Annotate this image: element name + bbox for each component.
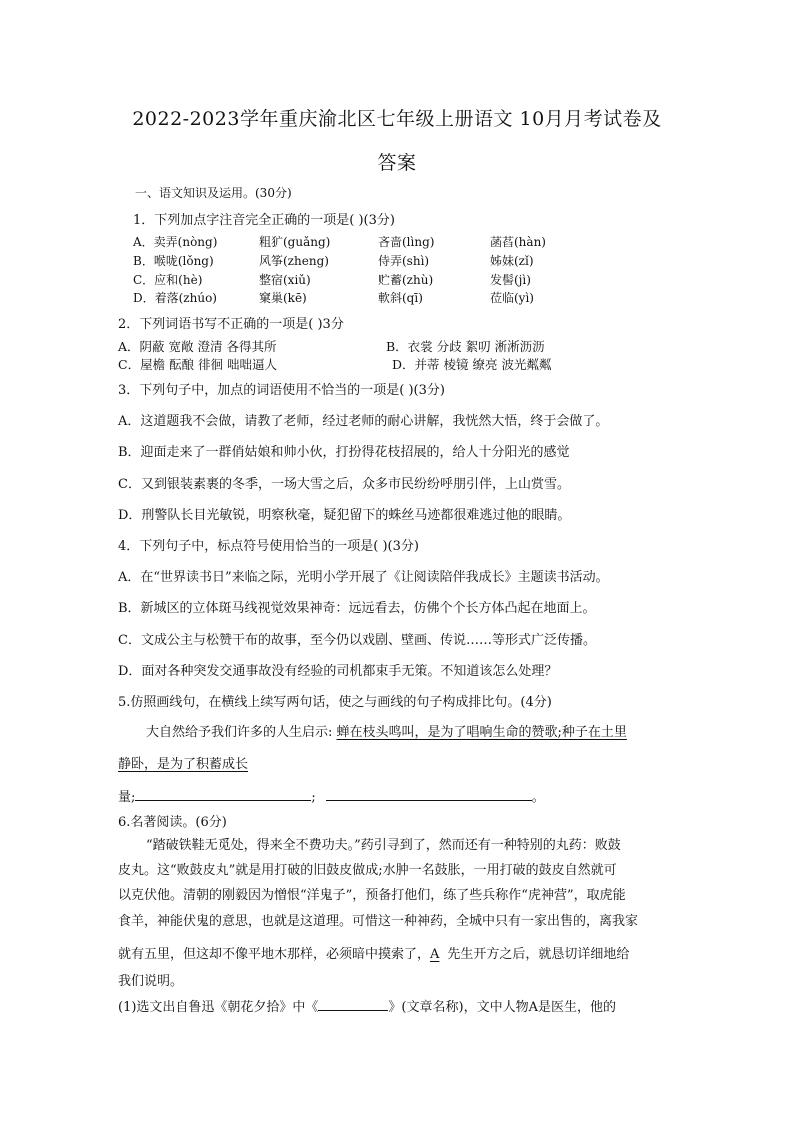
q1-option-c-2: 整宿(xiǔ): [259, 273, 311, 287]
q6-passage-line1: “踏破铁鞋无觅处，得来全不费功夫。”药引寻到了，然而还有一种特别的丸药：败鼓: [146, 838, 621, 853]
page-title-cont: 答案: [377, 152, 417, 174]
q6-passage-line5: [118, 943, 629, 962]
question-4-stem: 4．下列句子中，标点符号使用恰当的一项是( )(3分): [118, 539, 419, 554]
q2-option-a: A．阴蔽 宽敞 澄清 各得其所: [118, 339, 277, 354]
q1-option-b-4: 姊妹(zǐ): [490, 254, 534, 268]
page-title: 2022-2023学年重庆渝北区七年级上册语文 10月月考试卷及: [132, 108, 662, 130]
q3-option-d: D．刑警队长目光敏锐，明察秋毫，疑犯留下的蛛丝马迹都很难逃过他的眼睛。: [118, 508, 571, 523]
section-heading: 一、语文知识及运用。(30分): [135, 186, 292, 200]
question-1-stem: 1．下列加点字注音完全正确的一项是( )(3分): [133, 213, 395, 228]
q6-sub1-start: (1)选文出自鲁迅《朝花夕拾》中《: [118, 1000, 319, 1015]
q1-option-d-1: D．着落(zhúo): [133, 291, 217, 305]
q4-option-b: B．新城区的立体斑马线视觉效果神奇：远远看去，仿佛个个长方体凸起在地面上。: [118, 601, 596, 616]
q6-passage-line5-end: 先生开方之后，就恳切详细地给: [447, 947, 630, 962]
q6-passage-line5-start: 就有五里，但这却不像平地木那样，必须暗中摸索了，: [118, 947, 431, 962]
q3-option-a: A．这道题我不会做，请教了老师，经过老师的耐心讲解，我恍然大悟，终于会做了。: [118, 414, 609, 429]
q1-option-a-1: A．卖弄(nòng): [133, 235, 218, 249]
q1-option-b-3: 侍弄(shì): [378, 254, 430, 268]
q2-option-b: B．衣裳 分歧 絮叨 淅淅沥沥: [386, 339, 545, 354]
q3-option-c: C．又到银装素裹的冬季，一场大雪之后，众多市民纷纷呼朋引伴，上山赏雪。: [118, 477, 570, 492]
q6-passage-line6: 我们说明。: [118, 974, 184, 989]
q6-subquestion-1: [118, 996, 616, 1015]
q1-option-c-3: 贮蓄(zhù): [378, 273, 434, 287]
q6-sub1-blank[interactable]: [318, 998, 388, 1011]
q5-prompt-line1: [146, 721, 627, 740]
q6-person-a-mark: A: [430, 947, 440, 962]
q5-answer-end: 。: [531, 790, 545, 805]
q5-underlined-part2: 静卧，是为了积蓄成长: [118, 757, 249, 772]
q5-answer-line: [118, 786, 545, 805]
q1-option-d-3: 軟斜(qī): [378, 291, 423, 305]
q5-lead: 大自然给予我们许多的人生启示:: [146, 725, 337, 740]
q1-option-d-4: 莅临(yì): [490, 291, 534, 305]
q4-option-d: D．面对各种突发交通事故没有经验的司机都束手无策。不知道该怎么处理？: [118, 664, 558, 679]
q1-option-c-4: 发髻(jì): [490, 273, 531, 287]
q1-option-b-1: B．喉咙(lǒng): [133, 254, 214, 268]
question-2-stem: 2．下列词语书写不正确的一项是( )3分: [118, 317, 344, 332]
q6-passage-line2: 皮丸。这“败鼓皮丸”就是用打破的旧鼓皮做成;水肿一名鼓胀，一用打破的鼓皮自然就可: [118, 863, 617, 878]
question-6-stem: 6.名著阅读。(6分): [118, 815, 227, 830]
q1-option-a-4: 菡萏(hàn): [490, 235, 546, 249]
q1-option-d-2: 窠巢(kē): [259, 291, 307, 305]
q6-sub1-end: 》(文章名称)，文中人物A是医生，他的: [388, 1000, 616, 1015]
q5-answer-blank-2[interactable]: [326, 788, 532, 801]
q1-option-b-2: 风筝(zheng): [259, 254, 329, 268]
question-5-stem: 5.仿照画线句，在横线上续写两句话，使之与画线的句子构成排比句。(4分): [118, 695, 552, 710]
q1-option-c-1: C．应和(hè): [133, 273, 203, 287]
q4-option-a: A．在“世界读书日”来临之际，光明小学开展了《让阅读陪伴我成长》主题读书活动。: [118, 570, 609, 585]
question-3-stem: 3．下列句子中，加点的词语使用不恰当的一项是( )(3分): [118, 383, 445, 398]
q2-option-d: D．并蒂 棱镜 缭亮 波光粼粼: [392, 357, 552, 372]
q5-answer-prefix: 量;: [118, 790, 136, 805]
q6-passage-line4: 食羊，神能伏鬼的意思，也就是这道理。可惜这一种神药，全城中只有一家出售的，离我家: [118, 914, 639, 929]
q5-answer-blank-1[interactable]: [135, 788, 311, 801]
q1-option-a-2: 粗犷(guǎng): [259, 235, 331, 249]
q6-passage-line3: 以克伏他。清朝的刚毅因为憎恨“洋鬼子”，预备打他们，练了些兵称作“虎神营”，取虎能: [118, 888, 626, 903]
q2-option-c: C．屋檐 酝酿 徘徊 咄咄逼人: [118, 357, 277, 372]
q5-answer-separator: ;: [311, 790, 316, 805]
q4-option-c: C．文成公主与松赞干布的故事，至今仍以戏剧、壁画、传说……等形式广泛传播。: [118, 633, 596, 648]
q5-prompt-line2: [118, 753, 248, 772]
q1-option-a-3: 吝啬(lìng): [378, 235, 435, 249]
q5-underlined-part1: 蝉在枝头鸣叫，是为了唱响生命的赞歌;种子在土里: [336, 725, 627, 740]
q3-option-b: B．迎面走来了一群俏姑娘和帅小伙，打扮得花枝招展的，给人十分阳光的感觉: [118, 445, 570, 460]
